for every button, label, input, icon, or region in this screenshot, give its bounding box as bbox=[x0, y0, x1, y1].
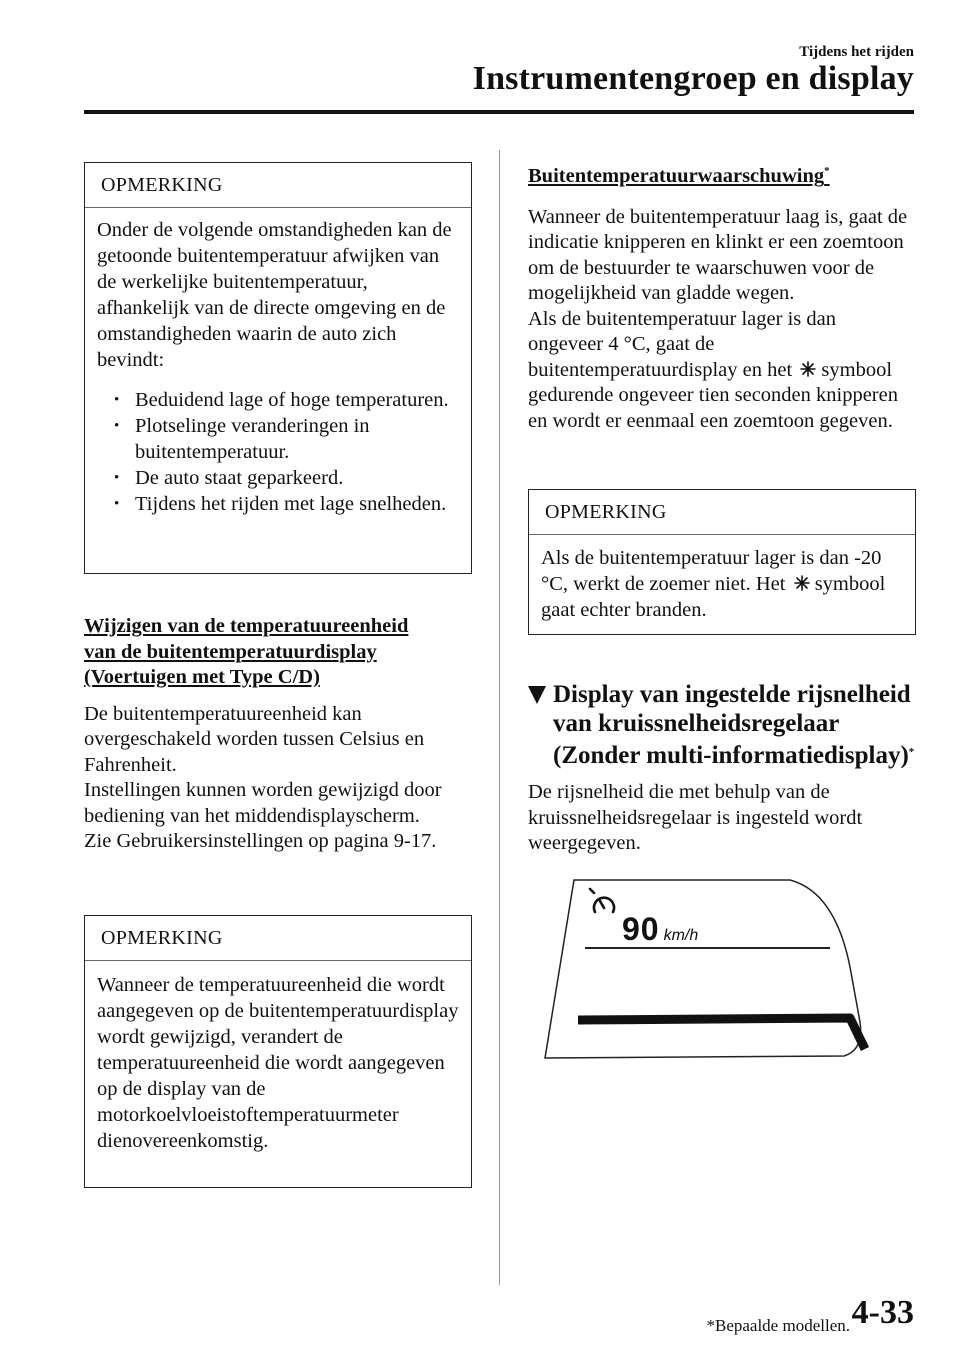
note-heading: OPMERKING bbox=[85, 163, 471, 208]
section-heading-text: Buitentemperatuurwaarschuwing bbox=[528, 165, 825, 187]
column-divider bbox=[499, 150, 500, 1285]
section-triangle-icon bbox=[528, 686, 546, 704]
note-box-unit-change bbox=[84, 915, 472, 1188]
display-outline bbox=[545, 880, 861, 1058]
page-title: Instrumentengroep en display bbox=[472, 60, 914, 97]
section-heading-text: (Zonder multi-informatiedisplay) bbox=[553, 742, 909, 769]
cruise-speed-display-figure bbox=[540, 872, 912, 1062]
note-box-buzzer bbox=[528, 489, 916, 635]
footnote-mark: * bbox=[824, 165, 830, 177]
note-bullet: • Tijdens het rijden met lage snelheden. bbox=[97, 491, 461, 517]
section-heading-line bbox=[553, 738, 928, 770]
section-temperature-unit bbox=[84, 614, 474, 855]
note-text: Als de buitentemperatuur lager is dan -20 °C, werkt de zoemer niet. Het bbox=[541, 547, 882, 595]
set-speed-value: 90 bbox=[622, 911, 660, 947]
paragraph: Zie Gebruikersinstellingen op pagina 9-17. bbox=[84, 830, 437, 852]
note-body bbox=[85, 208, 471, 527]
header-subtitle: Tijdens het rijden bbox=[799, 44, 914, 60]
paragraph: Wanneer de buitentemperatuur laag is, gaat de indicatie knipperen en klinkt er een zoemtoon om de bestuurder te waarschuwen voor de mogelijkheid van gladde wegen. bbox=[528, 205, 908, 304]
note-heading: OPMERKING bbox=[529, 490, 915, 535]
note-body: Wanneer de temperatuureenheid die wordt aangegeven op de buitentemperatuurdisplay wordt gewijzigd, verandert de temperatuureenheid die wordt aangegeven op de display van de motorkoelvloeistoftemperatuurmeter dienovereenkomstig. bbox=[97, 974, 459, 1152]
paragraph bbox=[528, 307, 916, 435]
section-cruise-display bbox=[528, 680, 928, 857]
section-heading bbox=[528, 680, 928, 770]
note-bullet: • De auto staat geparkeerd. bbox=[97, 465, 461, 491]
paragraph: Instellingen kunnen worden gewijzigd door bediening van het middendisplayscherm. bbox=[84, 779, 442, 827]
footnote-mark: * bbox=[908, 746, 915, 758]
speed-unit: km/h bbox=[663, 927, 699, 944]
section-heading-line: Display van ingestelde rijsnelheid bbox=[553, 681, 911, 708]
section-heading-line: van de buitentemperatuurdisplay bbox=[84, 640, 377, 663]
cruise-control-icon bbox=[590, 889, 614, 912]
snowflake-icon bbox=[800, 361, 816, 377]
speedometer-bar bbox=[578, 1018, 865, 1049]
note-bullet: • Beduidend lage of hoge temperaturen. bbox=[97, 387, 461, 413]
page-number: 4-33 bbox=[851, 1294, 914, 1331]
snowflake-icon bbox=[794, 575, 810, 591]
note-heading: OPMERKING bbox=[85, 916, 471, 961]
note-bullet: • Plotselinge veranderingen in buitentemperatuur. bbox=[97, 413, 461, 465]
section-warning bbox=[528, 159, 916, 434]
paragraph-text: symbool gedurende ongeveer tien seconden knipperen en wordt er eenmaal een zoemtoon gegeven. bbox=[528, 358, 898, 432]
paragraph: De buitentemperatuureenheid kan overgeschakeld worden tussen Celsius en Fahrenheit. bbox=[84, 702, 425, 776]
footnote: *Bepaalde modellen. bbox=[706, 1316, 850, 1335]
note-intro: Onder de volgende omstandigheden kan de getoonde buitentemperatuur afwijken van de werkelijke buitentemperatuur, afhankelijk van de directe omgeving en de omstandigheden waarin de auto zich bevindt: bbox=[97, 219, 452, 371]
paragraph-text: Als de buitentemperatuur lager is dan ongeveer 4 °C, gaat de buitentemperatuurdisplay en het bbox=[528, 307, 836, 381]
header-rule bbox=[84, 110, 914, 114]
section-heading-line: van kruissnelheidsregelaar bbox=[553, 710, 840, 737]
section-heading bbox=[528, 159, 916, 190]
note-bullet-list bbox=[97, 387, 461, 517]
section-heading-line: Wijzigen van de temperatuureenheid bbox=[84, 615, 409, 637]
paragraph: De rijsnelheid die met behulp van de kruissnelheidsregelaar is ingesteld wordt weergegeven. bbox=[528, 781, 863, 854]
note-body bbox=[529, 535, 915, 633]
section-heading-line: (Voertuigen met Type C/D) bbox=[84, 666, 320, 688]
note-text: symbool gaat echter branden. bbox=[541, 573, 886, 621]
note-box-conditions bbox=[84, 162, 472, 574]
